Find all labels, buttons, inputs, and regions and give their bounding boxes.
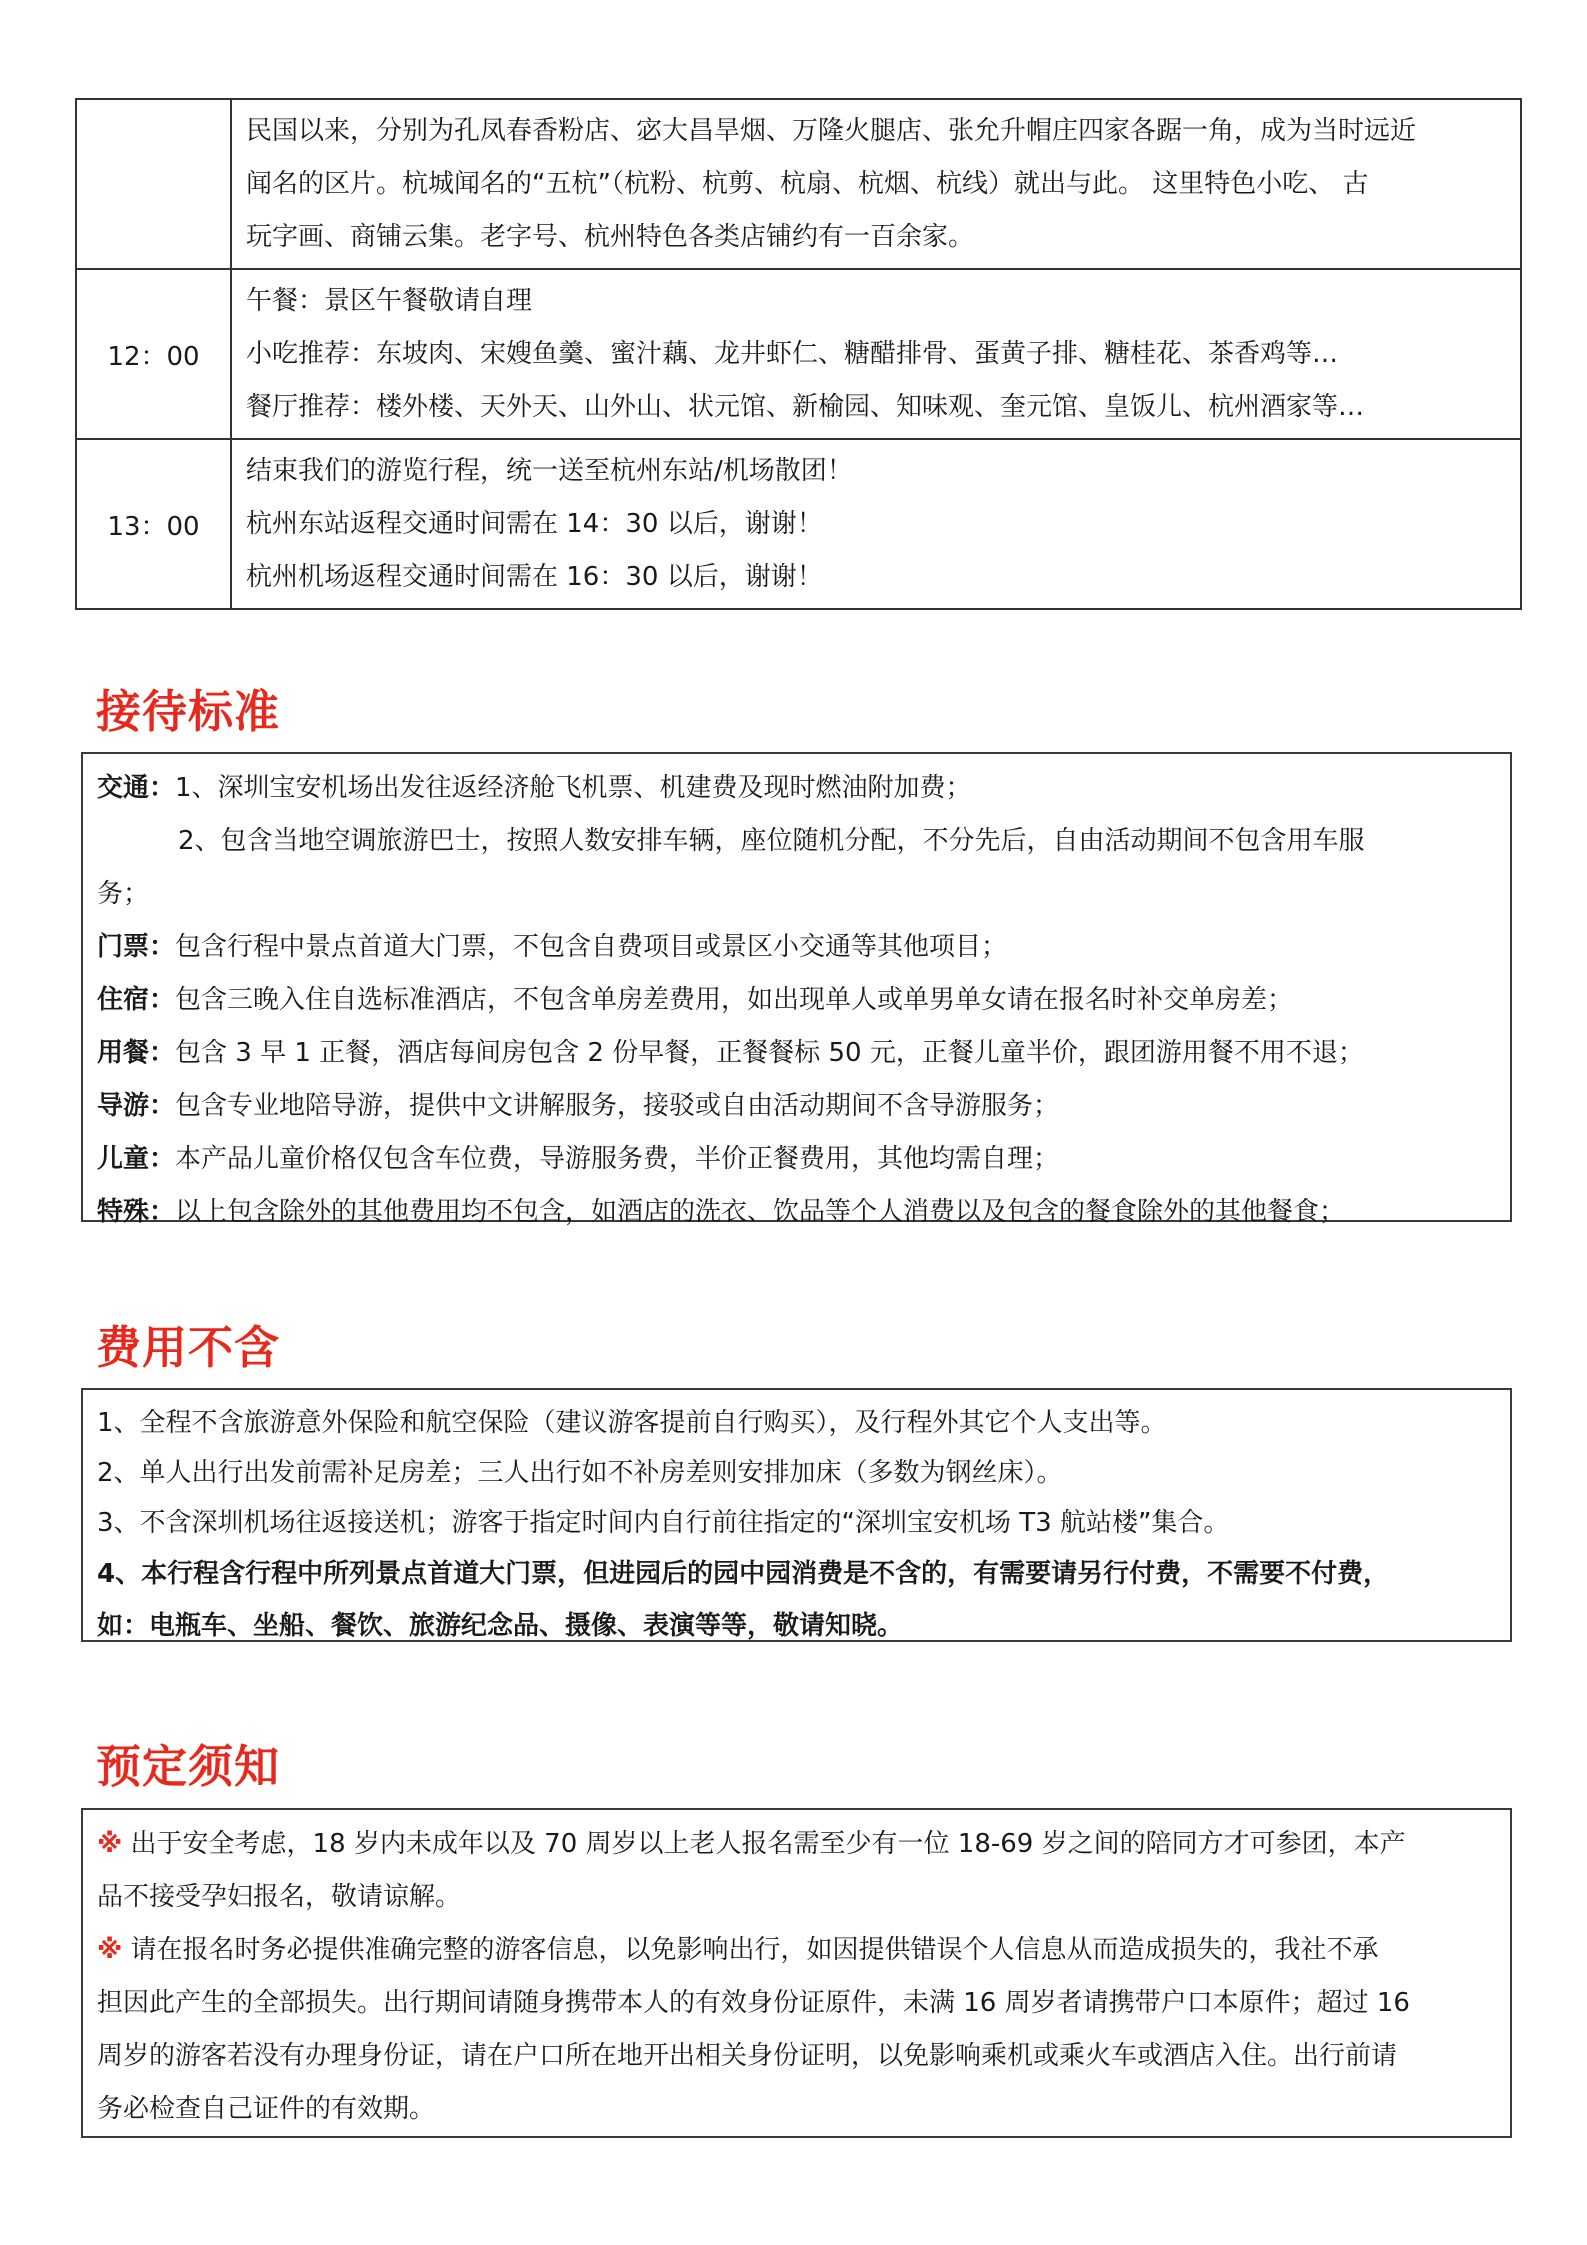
booking-note-line: 担因此产生的全部损失。出行期间请随身携带本人的有效身份证原件，未满 16 周岁者请携带户口本原件；超过 16 — [97, 1988, 1410, 2018]
itinerary-line: 小吃推荐：东坡肉、宋嫂鱼羹、蜜汁藕、龙井虾仁、糖醋排骨、蛋黄子排、糖桂花、茶香鸡等… — [246, 338, 1339, 369]
itinerary-line: 杭州机场返程交通时间需在 16：30 以后，谢谢！ — [246, 561, 823, 592]
item-label: 住宿： — [97, 985, 176, 1015]
booking-note-line: 品不接受孕妇报名，敬请谅解。 — [97, 1882, 462, 1912]
note-text: 出于安全考虑，18 岁内未成年以及 70 周岁以上老人报名需至少有一位 18-69 岁之间的陪同方才可参团，本产 — [122, 1829, 1406, 1859]
booking-note — [97, 1924, 1496, 1977]
itinerary-line: 杭州东站返程交通时间需在 14：30 以后，谢谢！ — [246, 508, 823, 539]
itinerary-row — [76, 269, 1521, 439]
excluded-costs-box — [81, 1388, 1512, 1642]
itinerary-row — [76, 99, 1521, 269]
note-mark: ※ — [97, 1829, 123, 1859]
item-text: 包含行程中景点首道大门票，不包含自费项目或景区小交通等其他项目； — [175, 932, 1008, 962]
excluded-item: 2、单人出行出发前需补足房差；三人出行如不补房差则安排加床（多数为钢丝床）。 — [97, 1458, 1063, 1488]
item-label: 儿童： — [97, 1144, 176, 1174]
itinerary-line: 民国以来，分别为孔凤春香粉店、宓大昌旱烟、万隆火腿店、张允升帽庄四家各踞一角，成为当时远近 — [246, 115, 1417, 146]
section-title-excluded: 费用不含 — [96, 1321, 281, 1374]
itinerary-table — [75, 98, 1522, 610]
item-label: 门票： — [97, 932, 176, 962]
itinerary-line: 玩字画、商铺云集。老字号、杭州特色各类店铺约有一百余家。 — [246, 221, 975, 252]
reception-item-transport-2 — [97, 815, 1496, 868]
itinerary-description — [231, 269, 1521, 439]
booking-note-line: 务必检查自己证件的有效期。 — [97, 2094, 436, 2124]
excluded-item: 1、全程不含旅游意外保险和航空保险（建议游客提前自行购买），及行程外其它个人支出等。 — [97, 1408, 1167, 1438]
reception-item-transport — [97, 762, 1496, 815]
itinerary-time: 13：00 — [76, 439, 231, 609]
item-label: 用餐： — [97, 1038, 176, 1068]
item-text: 包含三晚入住自选标准酒店，不包含单房差费用，如出现单人或单男单女请在报名时补交单房差； — [175, 985, 1294, 1015]
item-label: 特殊： — [97, 1197, 176, 1227]
booking-notice-box — [81, 1808, 1512, 2138]
item-label: 导游： — [97, 1091, 176, 1121]
itinerary-line: 餐厅推荐：楼外楼、天外天、山外山、状元馆、新榆园、知味观、奎元馆、皇饭儿、杭州酒家等… — [246, 391, 1365, 422]
note-text: 请在报名时务必提供准确完整的游客信息，以免影响出行，如因提供错误个人信息从而造成损失的，我社不承 — [122, 1935, 1379, 1965]
itinerary-row — [76, 439, 1521, 609]
item-text: 以上包含除外的其他费用均不包含，如酒店的洗衣、饮品等个人消费以及包含的餐食除外的其他餐食； — [175, 1197, 1346, 1227]
itinerary-time — [76, 99, 231, 269]
reception-item-special — [97, 1186, 1496, 1239]
itinerary-line: 结束我们的游览行程，统一送至杭州东站/机场散团！ — [246, 455, 853, 486]
reception-item-guide — [97, 1080, 1496, 1133]
itinerary-line: 午餐：景区午餐敬请自理 — [246, 285, 533, 316]
item-label: 交通： — [97, 773, 176, 803]
reception-item-transport-3 — [97, 868, 1496, 921]
item-text: 务； — [97, 879, 150, 909]
section-title-booking: 预定须知 — [96, 1740, 281, 1793]
excluded-item: 3、不含深圳机场往返接送机；游客于指定时间内自行前往指定的“深圳宝安机场 T3 航站楼”集合。 — [97, 1508, 1230, 1538]
itinerary-time: 12：00 — [76, 269, 231, 439]
reception-item-children — [97, 1133, 1496, 1186]
reception-standards-box — [81, 752, 1512, 1227]
reception-item-meals — [97, 1027, 1496, 1080]
itinerary-description — [231, 99, 1521, 269]
itinerary-description — [231, 439, 1521, 609]
reception-item-hotel — [97, 974, 1496, 1027]
item-text: 1、深圳宝安机场出发往返经济舱飞机票、机建费及现时燃油附加费； — [175, 773, 972, 803]
excluded-item-bold: 如：电瓶车、坐船、餐饮、旅游纪念品、摄像、表演等等，敬请知晓。 — [97, 1611, 904, 1641]
item-text: 2、包含当地空调旅游巴士，按照人数安排车辆，座位随机分配，不分先后，自由活动期间不包含用车服 — [178, 826, 1365, 856]
reception-item-tickets — [97, 921, 1496, 974]
item-text: 包含 3 早 1 正餐，酒店每间房包含 2 份早餐，正餐餐标 50 元，正餐儿童半价，跟团游用餐不用不退； — [175, 1038, 1364, 1068]
item-text: 本产品儿童价格仅包含车位费，导游服务费，半价正餐费用，其他均需自理； — [175, 1144, 1060, 1174]
section-title-reception: 接待标准 — [96, 685, 281, 738]
excluded-item-bold: 4、本行程含行程中所列景点首道大门票，但进园后的园中园消费是不含的，有需要请另行付费，不需要不付费， — [97, 1559, 1390, 1589]
booking-note — [97, 1818, 1496, 1871]
note-mark: ※ — [97, 1935, 123, 1965]
item-text: 包含专业地陪导游，提供中文讲解服务，接驳或自由活动期间不含导游服务； — [175, 1091, 1060, 1121]
booking-note-line: 周岁的游客若没有办理身份证，请在户口所在地开出相关身份证明，以免影响乘机或乘火车或酒店入住。出行前请 — [97, 2041, 1398, 2071]
itinerary-line: 闻名的区片。杭城闻名的“五杭”（杭粉、杭剪、杭扇、杭烟、杭线）就出与此。 这里特色小吃、 古 — [246, 168, 1369, 199]
